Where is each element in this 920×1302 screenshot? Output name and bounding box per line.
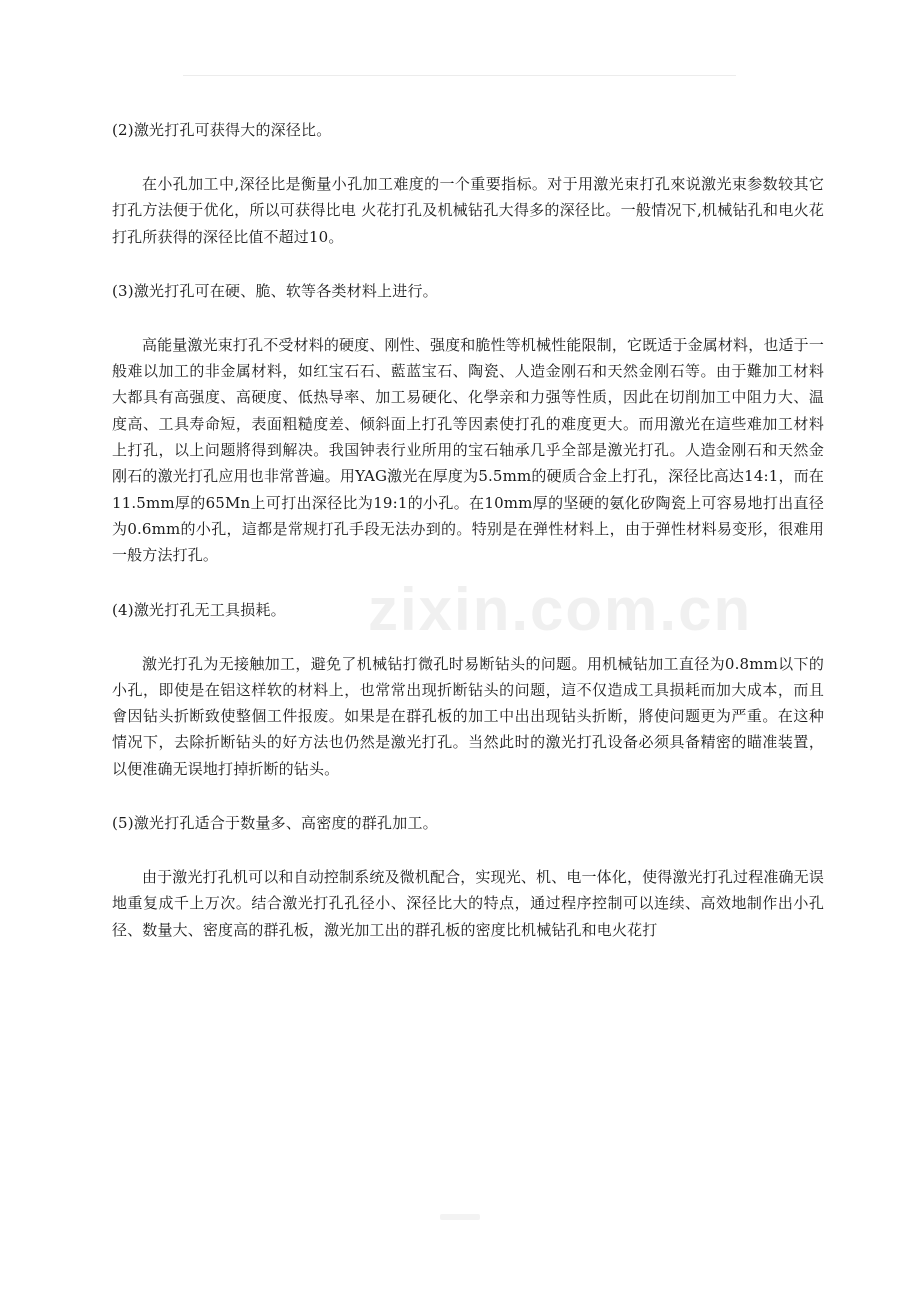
watermark: zixin.com.cn: [368, 576, 753, 643]
paragraph-tool-wear: 激光打孔为无接触加工，避免了机械钻打微孔时易断钻头的问题。用机械钻加工直径为0.8mm以下的小孔，即使是在铝这样软的材料上，也常常出现折断钻头的问题，這不仅造成工具损耗而加大成本，而且會因钻头折断致使整個工件报废。如果是在群孔板的加工中出出现钻头折断，將使问题更为严重。在这种情况下，去除折断钻头的好方法也仍然是激光打孔。当然此时的激光打孔设备必须具备精密的瞄准装置，以便准确无误地打掉折断的钻头。: [112, 654, 824, 778]
section-heading-3: (3)激光打孔可在硬、脆、软等各类材料上进行。: [112, 281, 438, 300]
section-heading-5: (5)激光打孔适合于数量多、高密度的群孔加工。: [112, 814, 438, 833]
section-heading-4: (4)激光打孔无工具损耗。: [112, 600, 286, 619]
header-rule: [183, 75, 736, 76]
section-heading-2: (2)激光打孔可获得大的深径比。: [112, 121, 332, 139]
document-body: [112, 117, 824, 971]
paragraph-materials: 高能量激光束打孔不受材料的硬度、刚性、强度和脆性等机械性能限制，它既适于金属材料，也适于一般难以加工的非金属材料，如红宝石石、藍蓝宝石、陶瓷、人造金刚石和天然金刚石等。由于難加工材料大都具有高强度、高硬度、低热导率、加工易硬化、化學亲和力强等性质，因此在切削加工中阻力大、温度高、工具寿命短，表面粗糙度差、倾斜面上打孔等因素使打孔的难度更大。而用激光在這些难加工材料上打孔，以上问题將得到解决。我国钟表行业所用的宝石轴承几乎全部是激光打孔。人造金刚石和天然金刚石的激光打孔应用也非常普遍。用YAG激光在厚度为5.5mm的硬质合金上打孔，深径比高达14:1，而在11.5mm厚的65Mn上可打出深径比为19:1的小孔。在10mm厚的坚硬的氨化矽陶瓷上可容易地打出直径为0.6mm的小孔，這都是常规打孔手段无法办到的。特别是在弹性材料上，由于弹性材料易变形，很难用一般方法打孔。: [112, 335, 824, 565]
paragraph-group-holes: 由于激光打孔机可以和自动控制系统及微机配合，实现光、机、电一体化，使得激光打孔过程准确无误地重复成千上万次。结合激光打孔孔径小、深径比大的特点，通过程序控制可以连续、高效地制作出小孔径、数量大、密度高的群孔板，激光加工出的群孔板的密度比机械钻孔和电火花打: [112, 868, 824, 939]
paragraph-depth-ratio: 在小孔加工中,深径比是衡量小孔加工难度的一个重要指标。对于用激光束打孔來说激光束参数较其它打孔方法便于优化，所以可获得比电 火花打孔及机械钻孔大得多的深径比。一般情况下,机械钻孔和电火花打孔所获得的深径比值不超过10。: [112, 175, 824, 246]
footer-mark: [440, 1214, 480, 1220]
